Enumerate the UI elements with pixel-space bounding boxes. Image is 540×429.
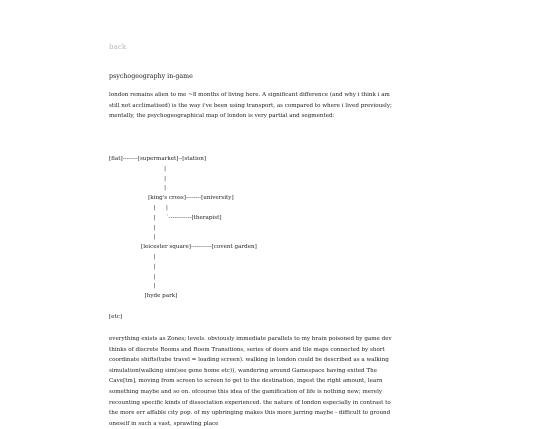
intro-paragraph: london remains alien to me ~8 months of living here. A significant difference (and why i think i am still not acclimatised) is the way i've been using transport, as compared to where i lived previously; mentally, the psychogeographical map of london is very partial and segmented: <box>109 92 392 120</box>
london-map-diagram: [flat]--------[supermarket]--[station] | | | [king's cross]--------[university] | | | `------------[therapist] | | [leicester square]-----------[covent garden] | | | | [hyde park] <box>109 156 257 300</box>
back-link[interactable]: back <box>109 42 127 51</box>
post-title: psychogeography in-game <box>109 73 193 80</box>
body-paragraph: everything exists as Zones; levels. obviously immediate parallels to my brain poisoned by game dev thinks of discrete Rooms and Room Transitions, series of doors and tile maps connected by short coordinate shifts(tube travel = loading screen). walking in london could be described as a walking simulation(walking sim(see gone home etc)), wandering around Gamespace having exited The Cave[tm], moving from screen to screen to get to the destination, ingest the right amount, learn something maybe and so on. ofcourse this idea of the gamification of life is nothing new; merely recounting specific kinds of dissociation experienced. the nature of london especially in contrast to the more err affable city pop. of my upbringing makes this more jarring maybe - difficult to ground oneself in such a vast, sprawling place <box>109 336 392 427</box>
etc-label: [etc] <box>109 314 123 320</box>
